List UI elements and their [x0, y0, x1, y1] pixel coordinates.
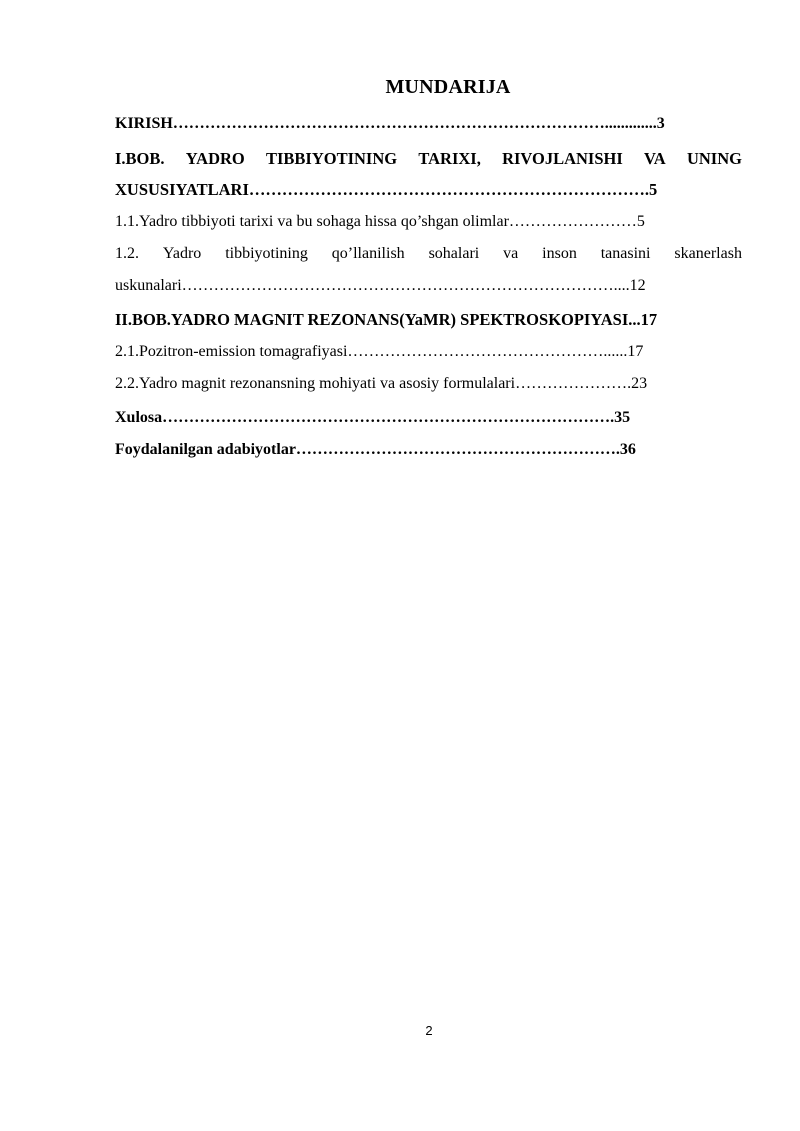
toc-entry-references: Foydalanilgan adabiyotlar…………………………………………………….36: [115, 441, 636, 458]
toc-word: YADRO: [185, 149, 245, 168]
toc-word: TARIXI,: [418, 149, 481, 168]
toc-word: va: [503, 245, 519, 262]
toc-word: qo’llanilish: [331, 245, 405, 262]
toc-entry-section-1-1: 1.1.Yadro tibbiyoti tarixi va bu sohaga hissa qo’shgan olimlar……………………5: [115, 213, 645, 230]
toc-word: RIVOJLANISHI: [502, 149, 623, 168]
toc-word: Yadro: [162, 245, 202, 262]
toc-word: UNING: [686, 149, 742, 168]
toc-entry-chapter-1-line-1: [115, 147, 742, 171]
toc-word: sohalari: [428, 245, 480, 262]
toc-word: I.BOB.: [115, 149, 165, 168]
page-number: 2: [425, 1023, 433, 1038]
toc-entry-chapter-2: II.BOB.YADRO MAGNIT REZONANS(YaMR) SPEKTROSKOPIYASI...17: [115, 310, 658, 329]
toc-entry-chapter-1-line-2: XUSUSIYATLARI……………………………………………………………….5: [115, 180, 658, 199]
toc-entry-section-2-2: 2.2.Yadro magnit rezonansning mohiyati va asosiy formulalari………………….23: [115, 375, 648, 392]
toc-word: inson: [542, 245, 577, 262]
toc-entry-section-1-2-line-1: [115, 242, 742, 266]
toc-entry-xulosa: Xulosa………………………………………………………………………….35: [115, 409, 631, 426]
toc-word: skanerlash: [674, 245, 742, 262]
toc-word: VA: [644, 149, 666, 168]
toc-title: MUNDARIJA: [385, 76, 511, 98]
toc-entry-kirish: KIRISH……………………………………………………………………….............3: [115, 115, 665, 132]
toc-word: tanasini: [600, 245, 651, 262]
toc-word: tibbiyotining: [225, 245, 308, 262]
toc-word: TIBBIYOTINING: [265, 149, 398, 168]
toc-entry-section-1-2-line-2: uskunalari………………………………………………………………………....12: [115, 277, 646, 294]
toc-entry-section-2-1: 2.1.Pozitron-emission tomagrafiyasi…………………………………………......17: [115, 343, 644, 360]
toc-word: 1.2.: [115, 245, 139, 262]
